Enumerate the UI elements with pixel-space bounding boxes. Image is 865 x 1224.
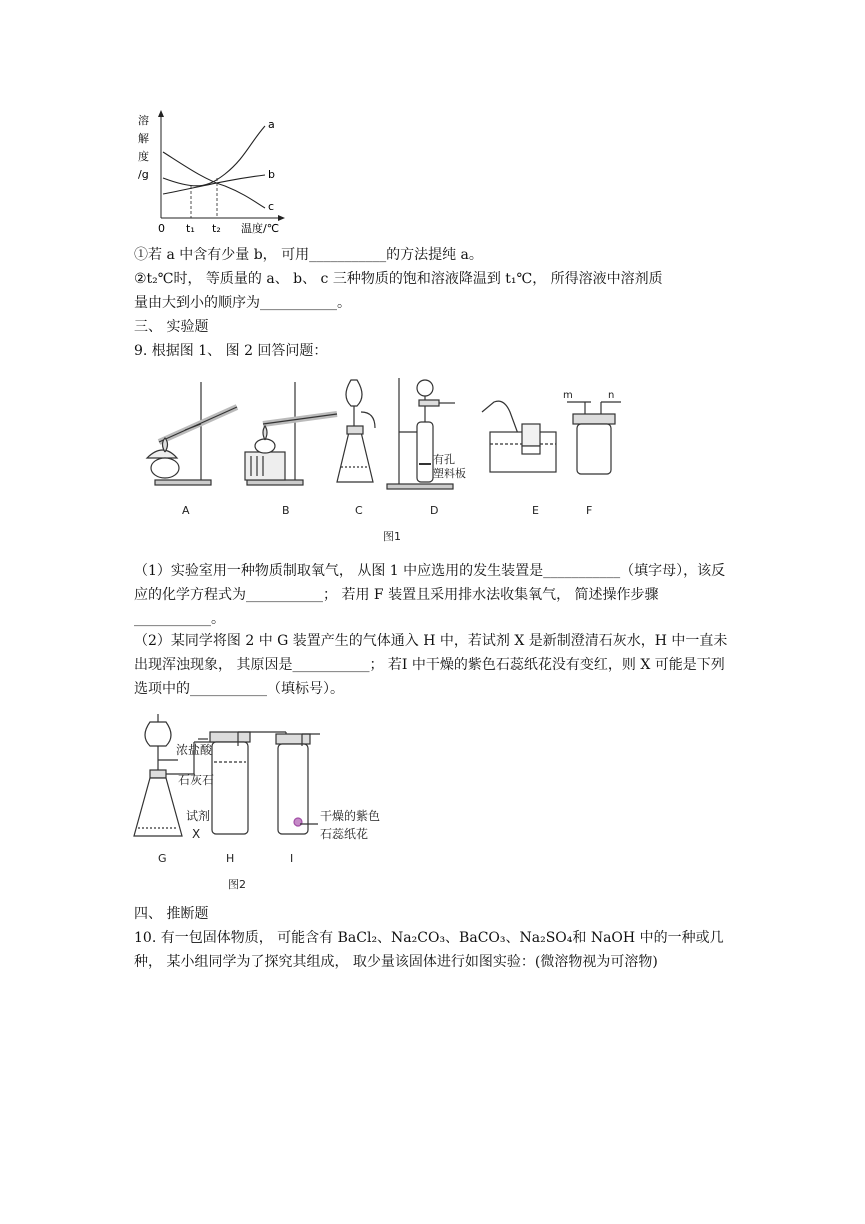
ylabel-char-3: 度: [138, 150, 149, 163]
y-axis-arrow: [158, 110, 164, 117]
fig2-label-g: G: [158, 852, 167, 865]
q9-stem: 9. 根据图 1、 图 2 回答问题：: [134, 343, 328, 359]
fig1-label-a: A: [182, 504, 190, 517]
apparatus-c: [337, 380, 375, 482]
curve-a-label: a: [268, 118, 275, 131]
fig1-label-e: E: [532, 504, 539, 517]
figure-1: [145, 372, 625, 547]
origin-label: 0: [158, 222, 165, 235]
fig2-caption: 图2: [228, 878, 246, 891]
apparatus-f: [567, 402, 621, 474]
solubility-chart: [135, 108, 295, 238]
q9-part-2: （2）某同学将图 2 中 G 装置产生的气体通入 H 中，若试剂 X 是新制澄清石灰水，H 中一直未出现浑浊现象， 其原因是___________； 若I 中干燥的紫色石蕊纸花没有变红，则 X 可能是下列选项中的___________（填标号）。: [134, 633, 728, 697]
curve-b-label: b: [268, 168, 275, 181]
section-3-title: 三、 实验题: [134, 319, 209, 335]
ylabel-char-2: 解: [138, 132, 149, 145]
curve-c-label: c: [268, 200, 275, 213]
flower-label-1: 干燥的紫色: [320, 809, 381, 823]
q9-part-1: （1）实验室用一种物质制取氧气， 从图 1 中应选用的发生装置是___________（填字母），该反应的化学方程式为___________； 若用 F 装置且采用排水法收集氧气， 简述操作步骤___________。: [134, 563, 726, 627]
d-note-line1: 有孔: [433, 453, 455, 466]
flower-label-2: 石蕊纸花: [320, 827, 369, 841]
figure-2: [130, 712, 400, 896]
f-port-n: n: [608, 390, 615, 401]
xlabel: 温度/℃: [241, 222, 280, 235]
apparatus-e: [482, 401, 556, 472]
apparatus-b: [245, 382, 337, 485]
limestone-label: 石灰石: [178, 773, 215, 787]
fig1-label-c: C: [355, 504, 363, 517]
q8-line-3: 量由大到小的顺序为___________。: [134, 295, 351, 311]
apparatus-i: [276, 732, 320, 834]
q8-line-1: ①若 a 中含有少量 b， 可用___________的方法提纯 a。: [134, 247, 483, 263]
x-axis-arrow: [278, 215, 285, 221]
apparatus-a: [147, 382, 237, 485]
apparatus-h: [210, 732, 286, 834]
fig1-caption: 图1: [383, 530, 401, 543]
f-port-m: m: [563, 390, 573, 401]
fig2-label-i: I: [290, 852, 294, 865]
q8-line-2: ②t₂℃时， 等质量的 a、 b、 c 三种物质的饱和溶液降温到 t₁℃， 所得溶液中溶剂质: [134, 271, 663, 287]
q10-text: 10. 有一包固体物质， 可能含有 BaCl₂、Na₂CO₃、BaCO₃、Na₂SO₄和 NaOH 中的一种或几种， 某小组同学为了探究其组成， 取少量该固体进行如图实验：(微溶物视为可溶物): [134, 930, 724, 970]
curve-c: [163, 152, 265, 208]
ylabel-char-4: /g: [138, 168, 149, 181]
t2-label: t₂: [212, 222, 221, 235]
curve-b: [163, 175, 265, 194]
fig1-label-d: D: [430, 504, 439, 517]
reagent-label: 试剂: [186, 809, 211, 823]
fig2-label-h: H: [226, 852, 235, 865]
reagent-x-label: X: [192, 827, 201, 841]
ylabel-char-1: 溶: [138, 114, 149, 127]
section-4-title: 四、 推断题: [134, 906, 209, 922]
d-note-line2: 塑料板: [433, 467, 466, 480]
fig1-label-b: B: [282, 504, 290, 517]
t1-label: t₁: [186, 222, 195, 235]
fig1-label-f: F: [586, 504, 593, 517]
acid-label: 浓盐酸: [176, 743, 213, 757]
